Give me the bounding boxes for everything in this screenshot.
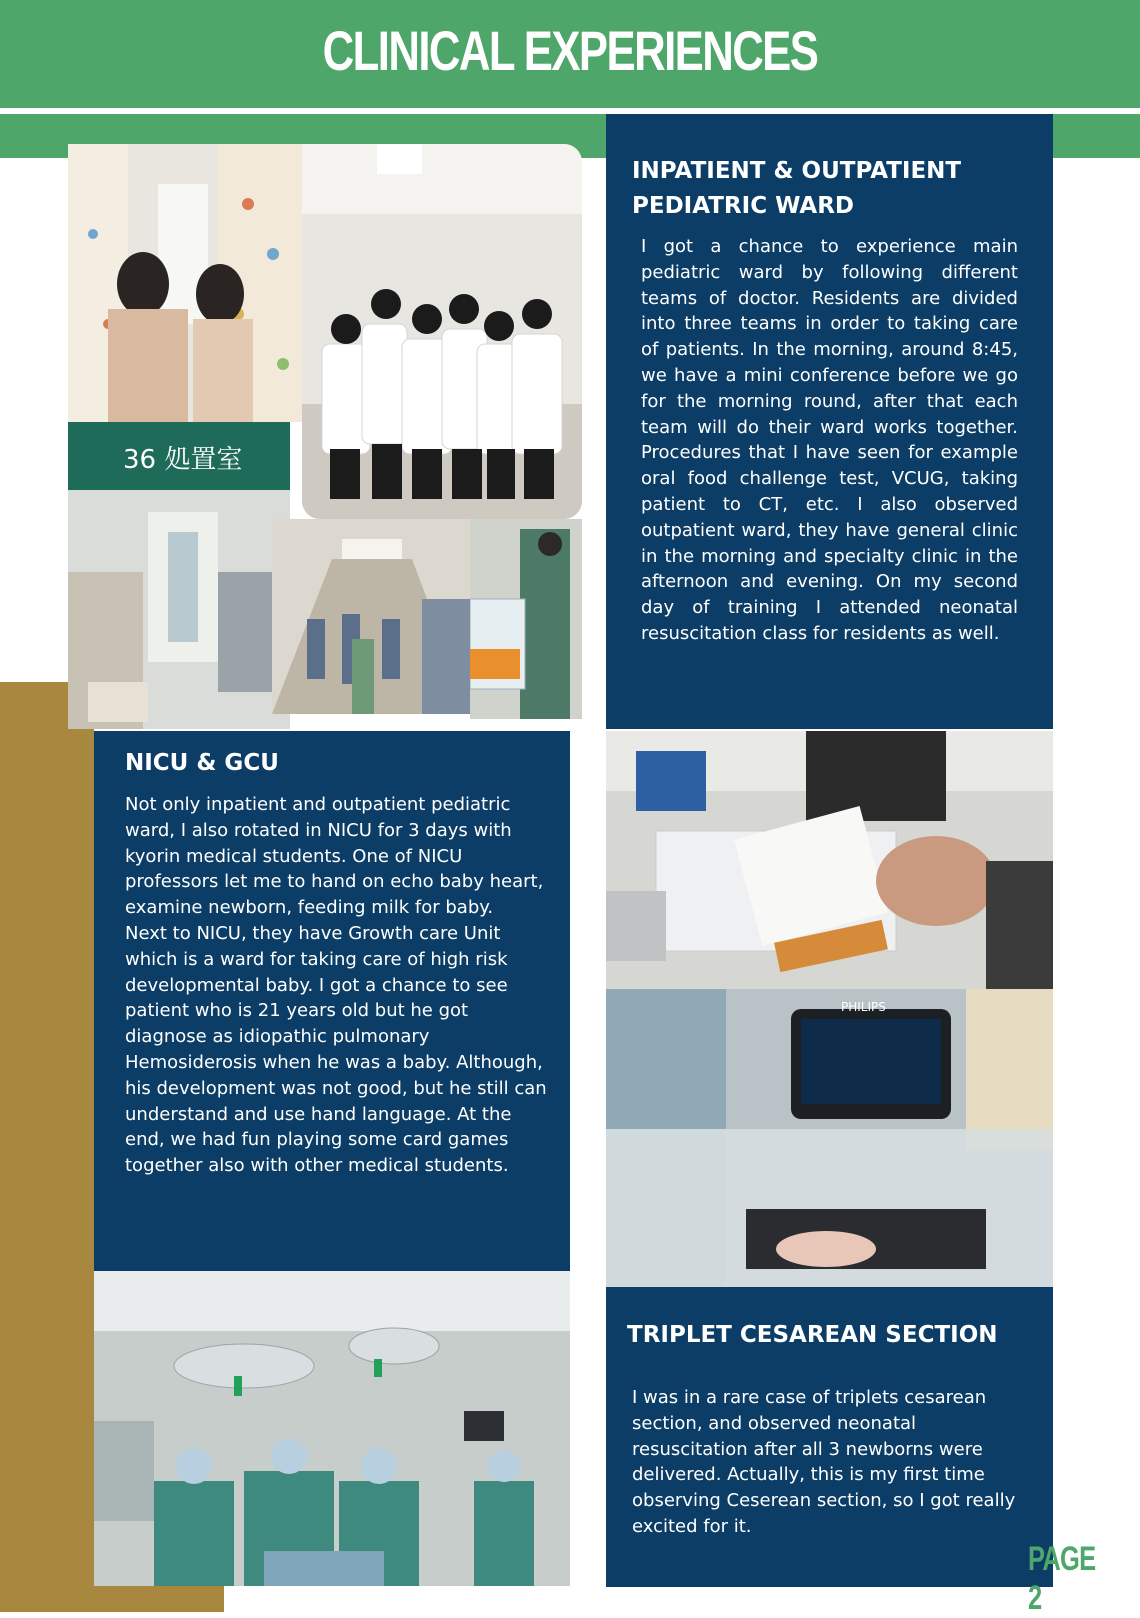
photo-nicu-incubator <box>606 989 1053 1287</box>
ward-title-line1: INPATIENT & OUTPATIENT <box>632 158 962 184</box>
photo-ward-hallway-curtains <box>68 144 304 422</box>
gold-side-accent <box>0 682 94 1612</box>
ward-title <box>632 154 1052 224</box>
ward-title-line2: PEDIATRIC WARD <box>632 193 855 219</box>
photo-lab-test-kit <box>606 731 1053 989</box>
nicu-body-para2: Next to NICU, they have Growth care Unit which is a ward for taking care of high risk developmental baby. I got a chance to see patient who is 21 years old but he got diagnose as idiopathic pulmonary Hemosiderosis when he was a baby. Although, his development was not good, but he still can understand and use hand language. At the end, we had fun playing some card games together also with other medical students. <box>125 922 547 1177</box>
triplet-title: TRIPLET CESAREAN SECTION <box>627 1322 998 1348</box>
ward-body-text: I got a chance to experience main pediatric ward by following different teams of doctor. Residents are divided into three teams in order to taking care of patients. In the morning, around 8:45, we have a mini conference before we go for the morning round, after that each team will do their ward works together. Procedures that I have seen for example oral food challenge test, VCUG, taking patient to CT, etc. I also observed outpatient ward, they have general clinic in the morning and specialty clinic in the afternoon and evening. On my second day of training I attended neonatal resuscitation class for residents as well. <box>641 236 1018 644</box>
nicu-title-wrap <box>125 746 545 781</box>
photo-operating-room <box>94 1271 570 1586</box>
page-number: PAGE 2 <box>1028 1540 1096 1617</box>
photo-treatment-room <box>68 422 290 729</box>
triplet-body-text: I was in a rare case of triplets cesarean section, and observed neonatal resuscitation after all 3 newborns were delivered. Actually, this is my first time observing Ceserean section, so I got really excited for it. <box>632 1387 1016 1537</box>
nicu-title: NICU & GCU <box>125 750 279 776</box>
gold-bottom-accent <box>0 1586 224 1612</box>
room-sign-text: 36 処置室 <box>123 445 243 475</box>
ward-body <box>641 234 1018 647</box>
nicu-body <box>125 792 555 1179</box>
triplet-title-wrap <box>627 1318 1047 1353</box>
triplet-body <box>632 1385 1022 1540</box>
photo-corridor-walk <box>272 519 470 714</box>
page-title: CLINICAL EXPERIENCES <box>322 19 818 82</box>
nicu-body-para1: Not only inpatient and outpatient pediatric ward, I also rotated in NICU for 3 days with kyorin medical students. One of NICU professors let me to hand on echo baby heart, examine newborn, feeding milk for baby. <box>125 794 544 919</box>
monitor-brand: PHILIPS <box>841 1000 886 1014</box>
photo-incubator-transport <box>470 519 582 719</box>
photo-group-students <box>302 144 582 519</box>
